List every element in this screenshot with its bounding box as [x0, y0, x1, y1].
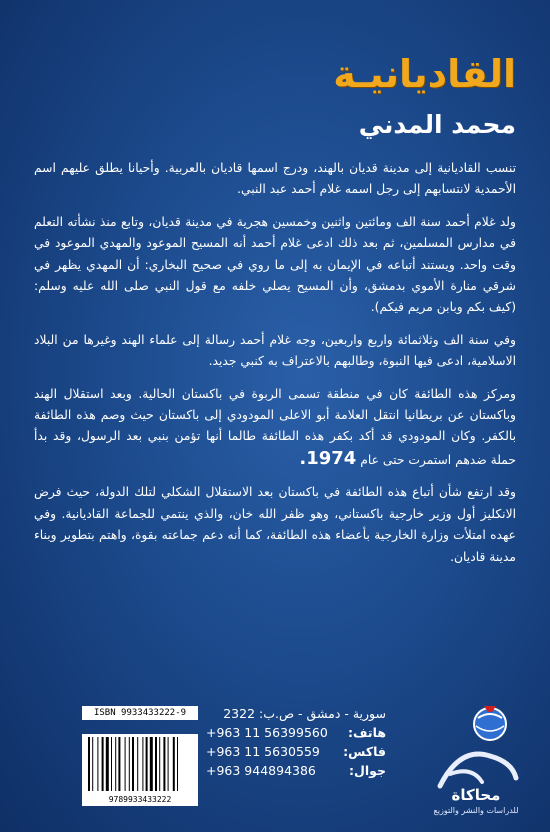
blurb-paragraph-3: وفي سنة الف وثلاثمائة واربع واربعين، وجه غلام أحمد رسالة إلى علماء الهند وغيرها من البلاد الاسلامية، ادعى فيها النبوة، وطالبهم بالاعتراف به كنبي جديد.	[34, 332, 516, 369]
blurb-paragraph-2: ولد غلام أحمد سنة الف ومائتين واثنين وخمسين هجرية في مدينة قديان، وتابع منذ نشأته التعلم في مدارس المسلمين، ثم بعد ذلك ادعى غلام أحمد أنه المسيح الموعود والمهدي الموعود في وقت واحد. ويستند أتباعه في الإيمان به إلى ما روي في صحيح البخاري: أن المهدي يظهر في شرقي منارة الأموي بدمشق، وأن المسيح يصلي خلفه مع قول النبي صلى الله عليه وسلم: (كيف بكم وبابن مريم فيكم).	[34, 214, 516, 315]
barcode	[82, 734, 198, 794]
book-title: القاديانيـة	[333, 52, 516, 96]
barcode-digits: 9789933433222	[82, 794, 198, 806]
publisher-contacts	[206, 704, 386, 780]
blurb-paragraph-5: وقد ارتفع شأن أتباع هذه الطائفة في باكستان بعد الاستقلال الشكلي لتلك الدولة، حيث فرض الانكليز أول وزير خارجية باكستاني، وهو ظفر الله خان، والذي ينتمي للجماعة القاديانية. وفي عهده امتلأت وزارة الخارجية بأعضاء هذه الطائفة، كما أنه دعم جماعته بقوة، واهتم بتطوير وبناء مدينة قاديان.	[34, 485, 516, 564]
year-1974: 1974.	[299, 447, 357, 469]
logo-tagline: للدراسات والنشر والتوزيع	[433, 806, 519, 815]
phone-row	[206, 723, 386, 742]
phone-number: +963 11 56399560	[206, 725, 328, 740]
publisher-logo	[420, 696, 532, 806]
logo-wordmark: محاكاة	[451, 786, 501, 804]
publisher-logo-icon	[420, 696, 532, 806]
blurb-paragraph-4	[34, 384, 516, 472]
blurb-paragraph-1: تنسب القاديانية إلى مدينة قديان بالهند، ودرج اسمها قاديان بالعربية. وأحيانا يطلق عليهم اسم الأحمدية لانتسابهم إلى رجل اسمه غلام أحمد عبد النبي.	[34, 161, 516, 197]
isbn-label: ISBN 9933433222-9	[82, 706, 198, 720]
phone-label: هاتف:	[348, 725, 386, 740]
fax-row	[206, 742, 386, 761]
barcode-bars	[82, 734, 198, 794]
fax-number: +963 11 5630559	[206, 744, 320, 759]
mobile-row	[206, 761, 386, 780]
address-row	[206, 704, 386, 723]
mobile-number: +963 944894386	[206, 763, 316, 778]
address-text: سورية - دمشق - ص.ب: 2322	[223, 706, 386, 721]
blurb-paragraph-4-text: ومركز هذه الطائفة كان في منطقة تسمى الربوة في باكستان الحالية. وبعد استقلال الهند وباكستان عن بريطانيا انتقل العلامة أبو الاعلى المودودي إلى باكستان حيث وصم هذه الطائفة بالكفر. وكان المودودي قد أكد بكفر هذه الطائفة طالما أنها تؤمن بنبي بعد الرسول، وقد بدأ حملة ضدهم استمرت حتى عام	[34, 386, 516, 467]
blurb-text	[34, 158, 516, 579]
mobile-label: جوال:	[349, 763, 386, 778]
author-name: محمد المدني	[358, 110, 516, 139]
fax-label: فاكس:	[343, 744, 386, 759]
